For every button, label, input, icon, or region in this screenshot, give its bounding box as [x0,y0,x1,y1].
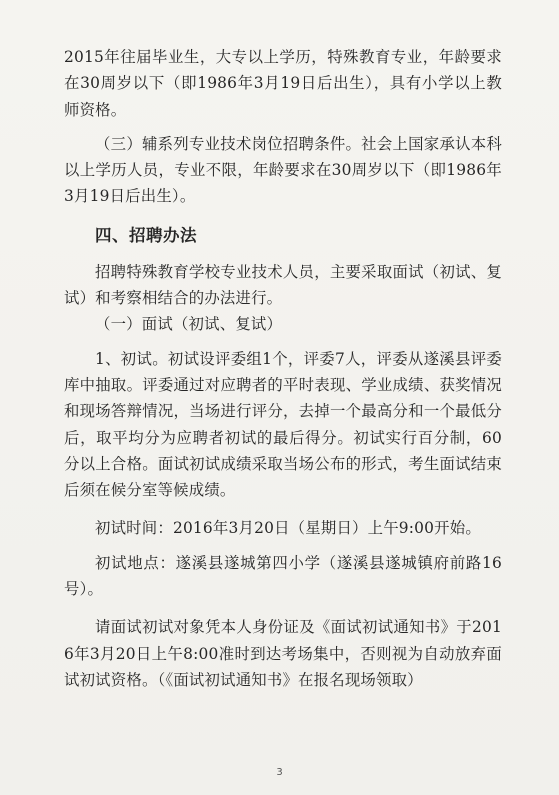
paragraph-interview-instructions: 请面试初试对象凭本人身份证及《面试初试通知书》于2016年3月20日上午8:00准时到达考场集中，否则视为自动放弃面试初试资格。（《面试初试通知书》在报名现场领取） [64,618,502,689]
page-number: 3 [276,767,283,778]
document-body [64,44,502,693]
section-heading-recruitment-method: 四、招聘办法 [95,225,197,245]
paragraph-auxiliary-conditions: （三）辅系列专业技术岗位招聘条件。社会上国家承认本科以上学历人员，专业不限，年龄要求在30周岁以下（即1986年3月19日后出生）。 [64,134,502,206]
paragraph-preliminary-interview: 1、初试。初试设评委组1个，评委7人，评委从遂溪县评委库中抽取。评委通过对应聘者的平时表现、学业成绩、获奖情况和现场答辩情况，当场进行评分，去掉一个最高分和一个最低分后，取平均分为应聘者初试的最后得分。初试实行百分制，60分以上合格。面试初试成绩采取当场公布的形式，考生面试结束后须在候分室等候成绩。 [64,349,502,500]
paragraph-interview-location: 初试地点：遂溪县遂城第四小学（遂溪县遂城镇府前路16号）。 [64,553,502,599]
paragraph-requirements-continued: 2015年往届毕业生，大专以上学历，特殊教育专业，年龄要求在30周岁以下（即1986年3月19日后出生），具有小学以上教师资格。 [64,48,502,119]
paragraph-recruitment-overview: 招聘特殊教育学校专业技术人员，主要采取面试（初试、复试）和考察相结合的办法进行。 [64,262,502,308]
subheading-interview: （一）面试（初试、复试） [95,315,283,334]
paragraph-interview-time: 初试时间：2016年3月20日（星期日）上午9:00开始。 [95,519,481,538]
